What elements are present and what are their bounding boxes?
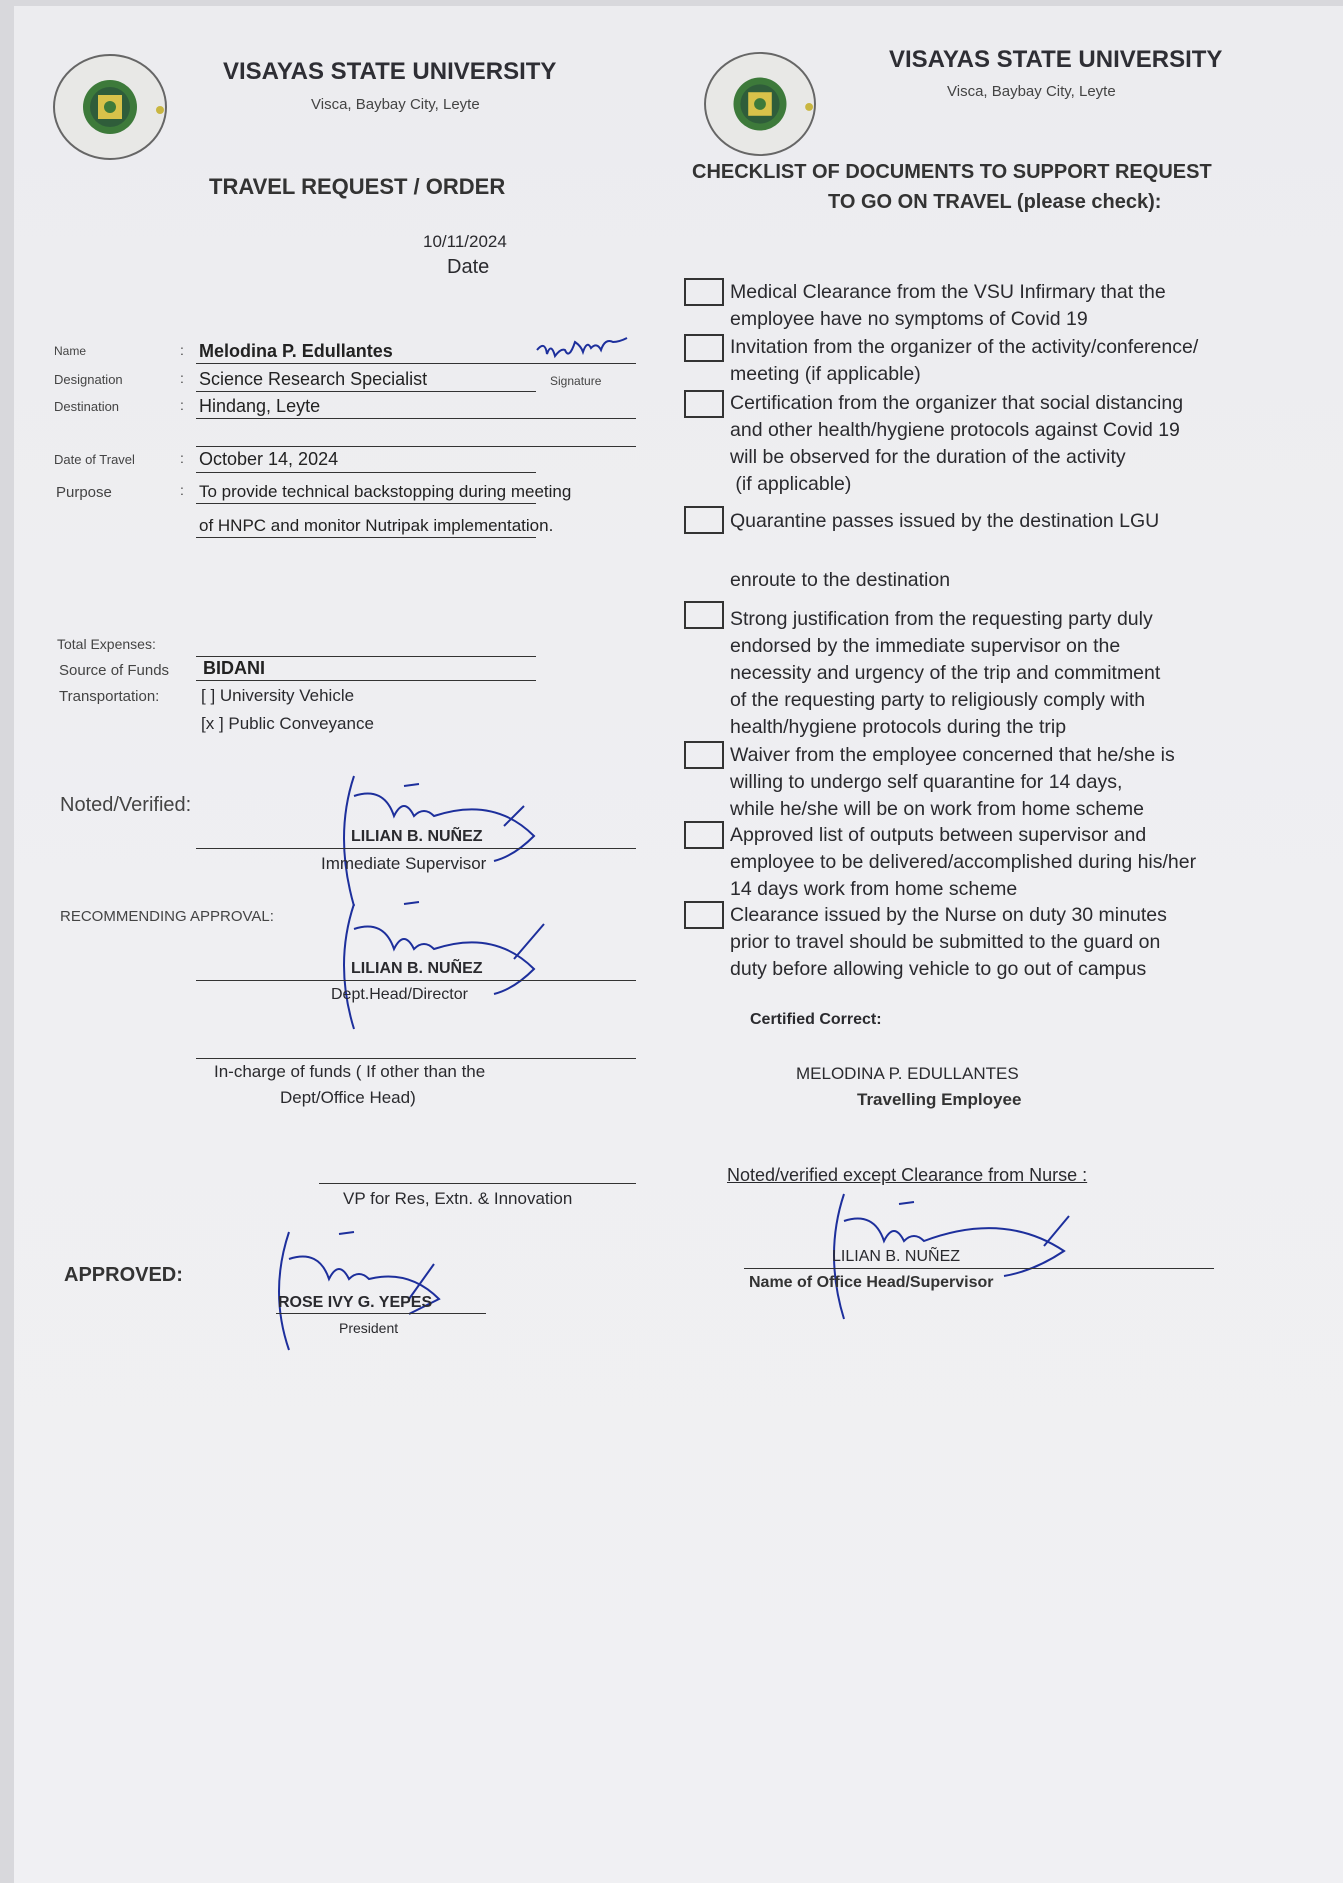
designation-value[interactable]: Science Research Specialist (199, 369, 428, 389)
colon: : (180, 370, 184, 386)
source-of-funds-label: Source of Funds (59, 662, 170, 679)
supervisor-title: Immediate Supervisor (321, 854, 487, 873)
checkbox-invitation[interactable] (684, 334, 724, 362)
checkbox-strong-justification[interactable] (684, 601, 724, 629)
recommending-approval-label: RECOMMENDING APPROVAL: (60, 908, 274, 925)
employee-name: MELODINA P. EDULLANTES (796, 1064, 1019, 1083)
university-seal-icon-right (700, 50, 820, 158)
checkbox-medical-clearance[interactable] (684, 278, 724, 306)
university-address: Visca, Baybay City, Leyte (311, 96, 480, 113)
designation-label: Designation (54, 372, 123, 387)
destination-value[interactable]: Hindang, Leyte (199, 396, 321, 416)
checkbox-certification[interactable] (684, 390, 724, 418)
employee-signature (532, 336, 652, 366)
checklist-title-line-1: CHECKLIST OF DOCUMENTS TO SUPPORT REQUEST (692, 161, 1212, 183)
dept-head-title: Dept.Head/Director (331, 986, 468, 1003)
date-value: 10/11/2024 (423, 232, 507, 251)
checklist-item-3: Certification from the organizer that social distancing and other health/hygiene protocols against Covid 19 will be observed for the duration of the activity (if applicable) (730, 392, 1184, 495)
university-address-right: Visca, Baybay City, Leyte (947, 83, 1116, 100)
form-title: TRAVEL REQUEST / ORDER (209, 174, 506, 199)
date-of-travel-label: Date of Travel (54, 452, 135, 467)
noted-except-nurse: Noted/verified except Clearance from Nurse : (727, 1165, 1088, 1185)
checklist-item-1: Medical Clearance from the VSU Infirmary that the employee have no symptoms of Covid 19 (730, 281, 1166, 330)
university-name-right: VISAYAS STATE UNIVERSITY (889, 46, 1223, 73)
purpose-label: Purpose (56, 484, 112, 501)
checklist-item-6: Waiver from the employee concerned that he/she is willing to undergo self quarantine for 14 days, while he/she will be on work from home scheme (730, 744, 1175, 820)
checklist-item-5: Strong justification from the requesting party duly endorsed by the immediate supervisor on the necessity and urgency of the trip and commitment of the requesting party to religiously comply with health/hygiene protocols during the trip (730, 608, 1161, 738)
checkbox-waiver[interactable] (684, 741, 724, 769)
checklist-title-line-2: TO GO ON TRAVEL (please check): (828, 191, 1162, 213)
noted-verified-label: Noted/Verified: (60, 794, 192, 816)
checkbox-quarantine-passes[interactable] (684, 506, 724, 534)
checklist-item-7: Approved list of outputs between supervisor and employee to be delivered/accomplished during his/her 14 days work from home scheme (730, 824, 1197, 900)
employee-title: Travelling Employee (857, 1090, 1022, 1109)
date-of-travel-value[interactable]: October 14, 2024 (199, 449, 339, 469)
colon: : (180, 450, 184, 466)
dept-head-name: LILIAN B. NUÑEZ (351, 960, 483, 977)
purpose-line-2[interactable]: of HNPC and monitor Nutripak implementation. (199, 516, 554, 535)
checkbox-nurse-clearance[interactable] (684, 901, 724, 929)
transportation-label: Transportation: (59, 688, 160, 705)
date-label: Date (447, 256, 490, 278)
checklist-item-8: Clearance issued by the Nurse on duty 30 minutes prior to travel should be submitted to the guard on duty before allowing vehicle to go out of campus (730, 904, 1167, 980)
colon: : (180, 482, 184, 498)
office-head-title: Name of Office Head/Supervisor (749, 1274, 994, 1291)
name-label: Name (54, 344, 87, 358)
president-title: President (339, 1320, 399, 1336)
document-page (14, 6, 1343, 1883)
office-head-name: LILIAN B. NUÑEZ (832, 1248, 961, 1265)
checklist-item-4: Quarantine passes issued by the destination LGU enroute to the destination (730, 510, 1160, 591)
president-name: ROSE IVY G. YEPES (278, 1294, 433, 1311)
source-of-funds-value[interactable]: BIDANI (203, 658, 265, 678)
approved-label: APPROVED: (64, 1264, 183, 1286)
vp-title: VP for Res, Extn. & Innovation (343, 1189, 573, 1208)
incharge-funds-line-2: Dept/Office Head) (280, 1088, 416, 1107)
university-seal-icon (50, 52, 170, 162)
certified-correct-label: Certified Correct: (750, 1011, 882, 1028)
checkbox-approved-outputs[interactable] (684, 821, 724, 849)
name-value[interactable]: Melodina P. Edullantes (199, 341, 393, 361)
university-name: VISAYAS STATE UNIVERSITY (223, 58, 557, 85)
transport-university-vehicle[interactable]: [ ] University Vehicle (201, 686, 355, 705)
checklist-item-2: Invitation from the organizer of the activity/conference/ meeting (if applicable) (730, 336, 1199, 385)
purpose-line-1[interactable]: To provide technical backstopping during meeting (199, 482, 572, 501)
total-expenses-label: Total Expenses: (57, 636, 156, 652)
colon: : (180, 342, 184, 358)
incharge-funds-line-1: In-charge of funds ( If other than the (214, 1062, 486, 1081)
transport-public-conveyance[interactable]: [x ] Public Conveyance (201, 714, 374, 733)
destination-label: Destination (54, 399, 120, 414)
colon: : (180, 397, 184, 413)
signature-label: Signature (550, 374, 602, 388)
supervisor-name: LILIAN B. NUÑEZ (351, 828, 483, 845)
